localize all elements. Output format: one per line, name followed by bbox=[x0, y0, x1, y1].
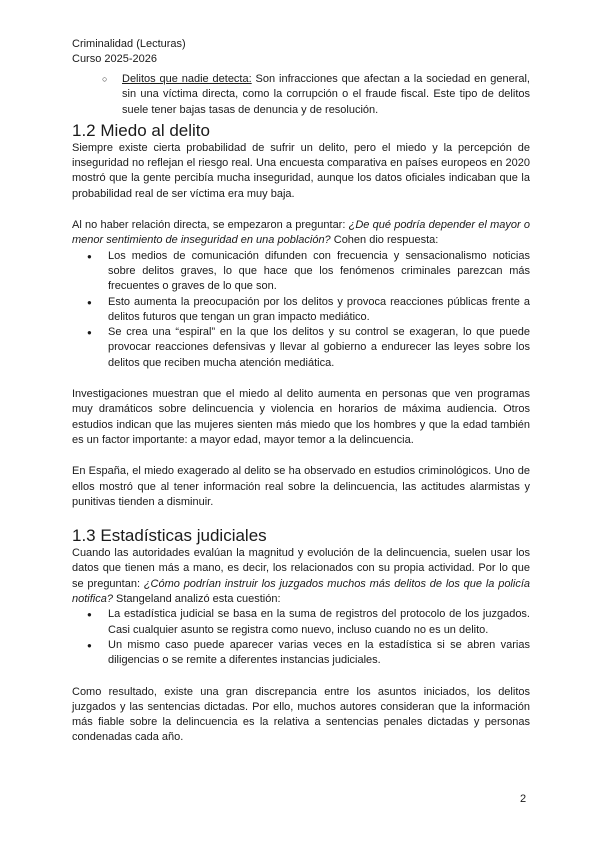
list-item: ● La estadística judicial se basa en la suma de registros del protocolo de los juzgados. Casi cualquier asunto se registra como nuevo, incluso cuando no es un delito. bbox=[108, 607, 530, 638]
section-heading-miedo: 1.2 Miedo al delito bbox=[72, 120, 210, 140]
paragraph: En España, el miedo exagerado al delito se ha observado en estudios criminológicos. Uno de ellos mostró que al tener información real sobre la delincuencia, las actitudes alarmistas y punitivas tienden a disminuir. bbox=[72, 465, 530, 508]
paragraph-tail: Stangeland analizó esta cuestión: bbox=[112, 593, 281, 606]
paragraph-tail: Cohen dio respuesta: bbox=[330, 234, 439, 247]
list-item: ● Un mismo caso puede aparecer varias veces en la estadística si se abren varias diligencias o se remite a diferentes instancias judiciales. bbox=[108, 638, 530, 669]
bullet-list bbox=[72, 607, 530, 668]
page-number: 2 bbox=[520, 793, 527, 805]
sub-list-item bbox=[122, 72, 530, 118]
paragraph bbox=[72, 218, 530, 249]
paragraph: Investigaciones muestran que el miedo al delito aumenta en personas que ven programas muy dramáticos sobre delincuencia y violencia en horarios de máxima audiencia. Otros estudios indican que las mujeres sienten más miedo que los hombres y que la edad también es un factor importante: a mayor edad, mayor temor a la delincuencia. bbox=[72, 388, 530, 446]
question-text: ¿Cómo podrían instruir los juzgados muchos más delitos de los que la policía notifica? bbox=[72, 577, 530, 606]
paragraph: Siempre existe cierta probabilidad de sufrir un delito, pero el miedo y la percepción de inseguridad no reflejan el riesgo real. Una encuesta comparativa en países europeos en 2020 mostró que la gente percibía mucha inseguridad, aunque los datos oficiales indicaban que la probabilidad real de ser víctima era muy baja. bbox=[72, 141, 530, 200]
sub-item-term: Delitos que nadie detecta: bbox=[122, 73, 252, 85]
list-item: ● Los medios de comunicación difunden con frecuencia y sensacionalismo noticias sobre delitos graves, lo que hace que los fenómenos criminales parezcan más frecuentes o graves de lo que son. bbox=[108, 249, 530, 295]
bullet-list bbox=[72, 249, 530, 371]
sub-item-text: Son infracciones que afectan a la sociedad en general, sin una víctima directa, como la corrupción o el fraude fiscal. Este tipo de delitos suele tener bajas tasas de denuncia y de resolución. bbox=[122, 73, 530, 116]
page-header bbox=[72, 37, 186, 67]
list-item: ● Esto aumenta la preocupación por los delitos y provoca reacciones públicas frente a delitos futuros que tengan un gran impacto mediático. bbox=[108, 295, 530, 326]
paragraph bbox=[72, 546, 530, 607]
question-text: ¿De qué podría depender el mayor o menor sentimiento de inseguridad en una población? bbox=[72, 219, 530, 247]
course-year: Curso 2025-2026 bbox=[72, 53, 158, 65]
page-content bbox=[72, 72, 530, 746]
paragraph-lead: Al no haber relación directa, se empezaron a preguntar: bbox=[72, 219, 349, 232]
section-heading-estadisticas: 1.3 Estadísticas judiciales bbox=[72, 526, 267, 546]
paragraph: Como resultado, existe una gran discrepancia entre los asuntos iniciados, los delitos juzgados y las sentencias dictadas. Por ello, muchos autores consideran que la información más fiable sobre la delincuencia es la relativa a sentencias penales dictadas y personas condenadas cada año. bbox=[72, 685, 530, 744]
paragraph-lead: Cuando las autoridades evalúan la magnitud y evolución de la delincuencia, suelen usar los datos que tienen más a mano, es decir, los relacionados con su propia actividad. Por lo que se preguntan: bbox=[72, 547, 530, 590]
list-item: ● Se crea una “espiral” en la que los delitos y su control se exageran, lo que puede provocar reacciones defensivas y llevar al gobierno a endurecer las leyes sobre los delitos que reciben mucha atención mediática. bbox=[108, 325, 530, 371]
course-title: Criminalidad (Lecturas) bbox=[72, 38, 186, 50]
sub-list bbox=[72, 72, 530, 118]
